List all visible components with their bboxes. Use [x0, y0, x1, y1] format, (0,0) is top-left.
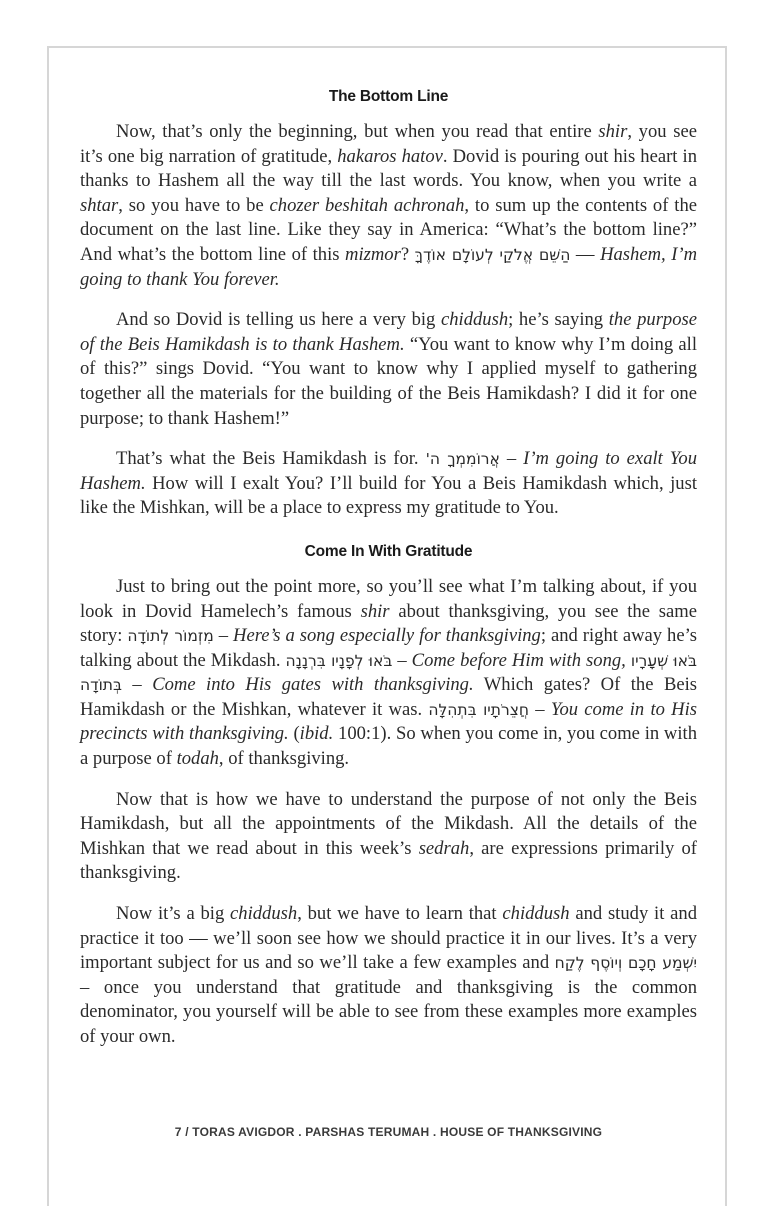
text-run: ( — [288, 723, 300, 745]
italic-text: Come before Him with song, — [411, 649, 626, 671]
paragraph — [80, 308, 697, 431]
page-footer: 7 / TORAS AVIGDOR . PARSHAS TERUMAH . HOUSE OF THANKSGIVING — [174, 1125, 603, 1139]
text-run: Now it’s a big — [116, 903, 231, 925]
text-run: And so Dovid is telling us here a very big — [116, 309, 441, 331]
text-run: . Dovid is pouring out his heart in thanks to Hashem all the way till the last words. You know, when you write a — [80, 145, 698, 192]
text-run: That’s what the Beis Hamikdash is for. — [116, 448, 426, 470]
text-run: , but we have to learn that — [297, 903, 503, 925]
text-run: about thanksgiving, you see the same story: — [80, 600, 698, 647]
italic-text: chiddush — [502, 903, 570, 925]
text-run: – — [499, 448, 524, 470]
italic-text: sedrah — [418, 837, 470, 859]
italic-text: the purpose of the Beis Hamikdash is to thank Hashem. — [80, 309, 698, 355]
text-run: , so you have to be — [118, 194, 270, 216]
text-run: ? — [400, 243, 415, 265]
text-run: Now, that’s only the beginning, but when you read that entire — [116, 121, 599, 142]
text-run: , you see it’s one big narration of gratitude, — [80, 121, 697, 167]
text-run: ; he’s saying — [508, 309, 609, 331]
section-heading-come-in-with-gratitude: Come In With Gratitude — [304, 542, 473, 560]
italic-text: I’m going to exalt You Hashem. — [80, 448, 698, 494]
text-run: , to sum up the contents of the document on the last line. Like they say in America: “What’s the bottom line?” And what’s the bottom line of this — [80, 194, 697, 265]
hebrew-quote: אֲרוֹמִמְךָ ה' — [425, 450, 500, 469]
italic-text: todah — [176, 748, 219, 770]
text-run: – — [121, 674, 153, 696]
text-run: — — [570, 243, 601, 265]
italic-text: chiddush — [230, 903, 298, 925]
paragraph — [80, 447, 697, 521]
italic-text: hakaros hatov — [337, 145, 443, 167]
italic-text: Come into His gates with thanksgiving. — [152, 674, 474, 696]
paragraph — [80, 902, 697, 1050]
text-run: – once you understand that gratitude and thanksgiving is the common denominator, you yourself will be able to see from these examples more examples of your own. — [80, 976, 697, 1047]
hebrew-quote: בֹּאוּ שְׁעָרָיו בְּתוֹדָה — [80, 651, 697, 695]
italic-text: ibid. — [299, 723, 334, 745]
italic-text: chozer beshitah achronah — [269, 194, 465, 216]
page-content — [80, 86, 697, 1066]
italic-text: You come in to His precincts with thanksgiving. — [80, 698, 697, 745]
paragraph — [80, 788, 697, 886]
paragraph — [80, 120, 697, 292]
italic-text: chiddush — [440, 309, 509, 331]
italic-text: shir — [360, 600, 390, 622]
hebrew-quote: הַשֵּׁם אֱלֹקַי לְעוֹלָם אוֹדֶךָּ — [414, 245, 571, 264]
section-heading-bottom-line: The Bottom Line — [328, 88, 449, 105]
text-run: Which gates? Of the Beis Hamikdash or the Mishkan, whatever it was. — [80, 674, 698, 720]
text-run: Just to bring out the point more, so you’ll see what I’m talking about, if you look in Dovid Hamelech’s famous — [80, 575, 697, 622]
text-run: ; and right away he’s talking about the Mikdash. — [80, 625, 698, 671]
text-run: Now that is how we have to understand the purpose of not only the Beis Hamikdash, but all the appointments of the Mikdash. All the details of the Mishkan that we read about in this week’s — [80, 788, 697, 859]
text-run: – — [392, 649, 412, 671]
italic-text: mizmor — [345, 243, 401, 265]
italic-text: Hashem, I’m going to thank You forever. — [80, 243, 698, 290]
text-run: , of thanksgiving. — [218, 748, 350, 770]
text-run: “You want to know why I’m doing all of this?” sings Dovid. “You want to know why I applied myself to gathering together all the materials for the building of the Beis Hamikdash? I did it for one purpose; to thank Hashem!” — [80, 333, 697, 429]
italic-text: shir — [598, 121, 628, 142]
hebrew-quote: בֹּאוּ לְפָנָיו בִּרְנָנָה — [285, 651, 393, 670]
text-run: , are expressions primarily of thanksgiving. — [80, 837, 697, 884]
hebrew-quote: מִזְמוֹר לְתוֹדָה — [127, 627, 214, 646]
paragraph — [80, 575, 697, 772]
italic-text: Here’s a song especially for thanksgiving — [233, 625, 541, 647]
text-run: – — [529, 698, 551, 720]
italic-text: shtar — [80, 194, 119, 216]
text-run: – — [213, 625, 234, 647]
text-run: and study it and practice it too — we’ll soon see how we should practice it in our lives. It’s a very important subject for us and so we’ll take a few examples and — [80, 903, 697, 974]
text-run: How will I exalt You? I’ll build for You a Beis Hamikdash which, just like the Mishkan, will be a place to express my gratitude to You. — [80, 472, 697, 519]
hebrew-quote: חֲצֵרֹתָיו בִּתְהִלָּה — [428, 700, 530, 719]
text-run: 100:1). So when you come in, you come in with a purpose of — [80, 723, 697, 770]
hebrew-quote: יִשְׁמַע חָכָם וְיוֹסֶף לֶקַח — [554, 954, 697, 973]
